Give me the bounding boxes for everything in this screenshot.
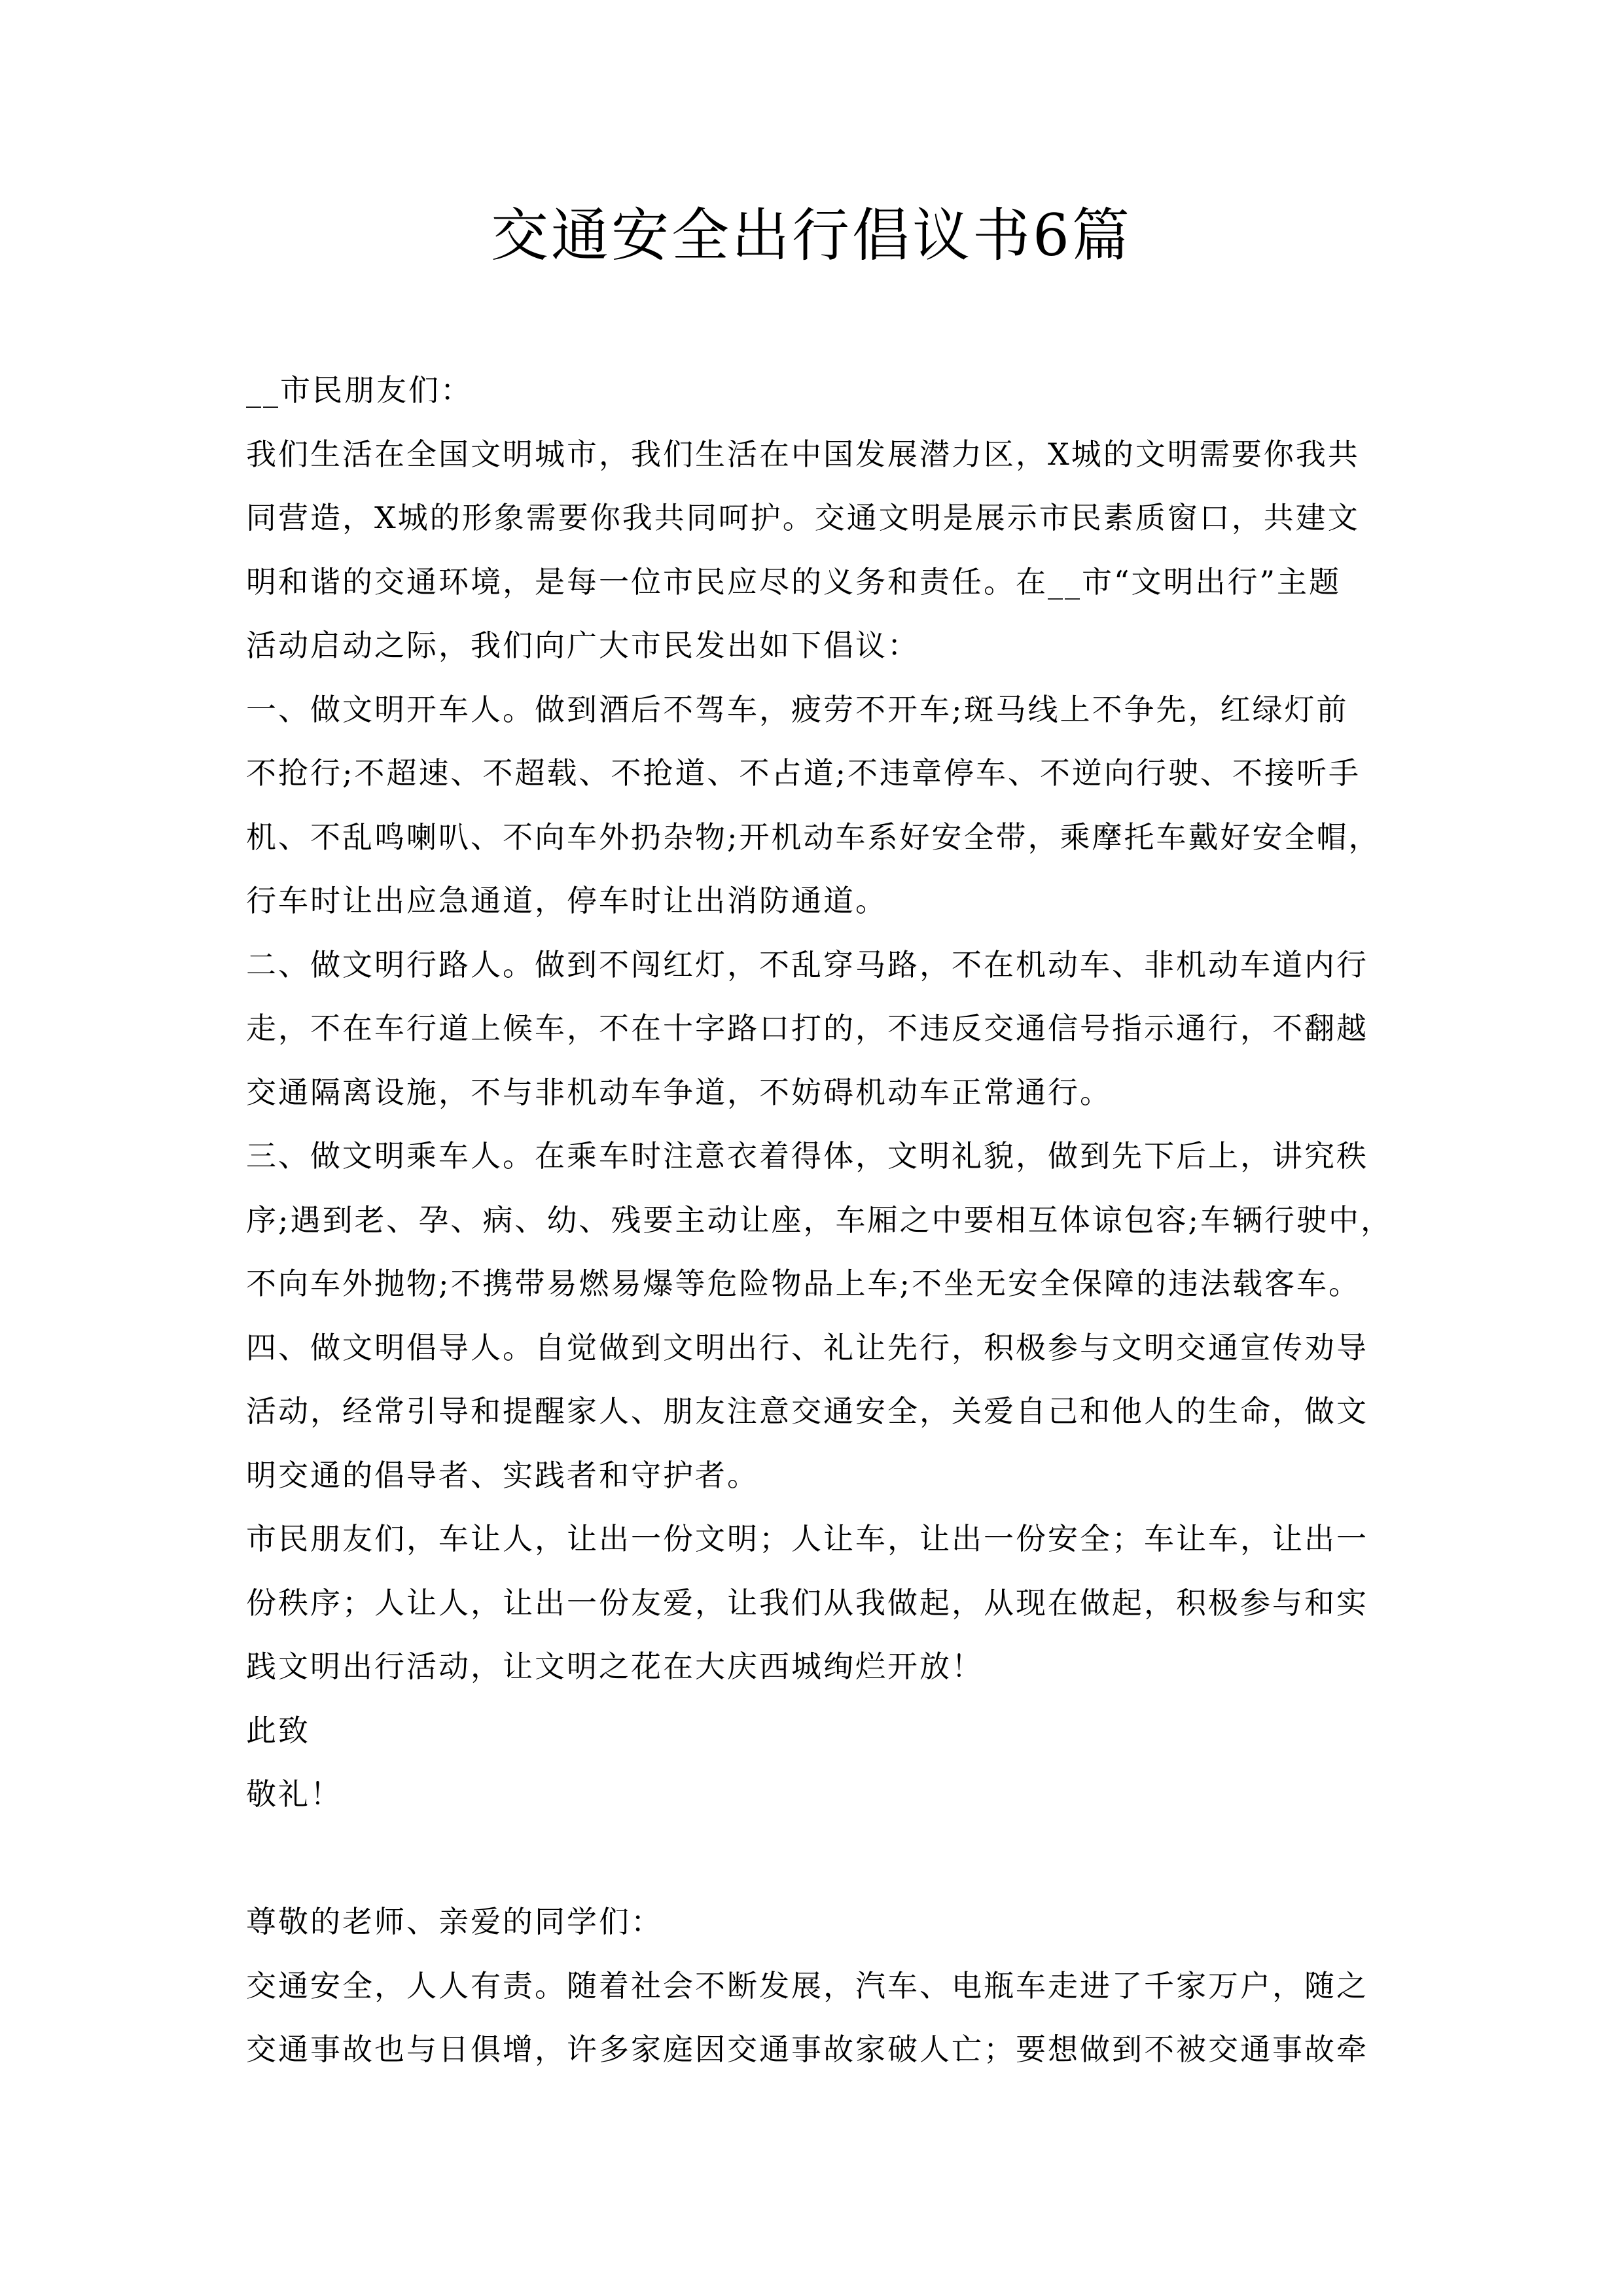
paragraph-line: 活动，经常引导和提醒家人、朋友注意交通安全，关爱自己和他人的生命，做文 [246, 1393, 1368, 1429]
paragraph-line: 二、做文明行路人。做到不闯红灯，不乱穿马路，不在机动车、非机动车道内行 [246, 946, 1368, 982]
salutation: 尊敬的老师、亲爱的同学们： [246, 1904, 663, 1939]
paragraph-line: 走，不在车行道上候车，不在十字路口打的，不违反交通信号指示通行，不翻越 [246, 1011, 1368, 1046]
paragraph-line: 践文明出行活动，让文明之花在大庆西城绚烂开放！ [246, 1649, 984, 1684]
paragraph-line: 交通安全，人人有责。随着社会不断发展，汽车、电瓶车走进了千家万户，随之 [246, 1967, 1368, 2003]
document-body [246, 359, 1398, 2082]
paragraph-line: 序;遇到老、孕、病、幼、残要主动让座，车厢之中要相互体谅包容;车辆行驶中， [246, 1202, 1393, 1238]
paragraph-line: 不抢行;不超速、不超载、不抢道、不占道;不违章停车、不逆向行驶、不接听手 [246, 755, 1361, 791]
section-2-letter-to-students [246, 1890, 1398, 2082]
paragraph-line: 交通事故也与日俱增，许多家庭因交通事故家破人亡；要想做到不被交通事故牵 [246, 2032, 1368, 2067]
paragraph-line: 明交通的倡导者、实践者和守护者。 [246, 1457, 759, 1493]
section-divider [246, 1827, 1398, 1891]
paragraph-line: 活动启动之际，我们向广大市民发出如下倡议： [246, 628, 919, 663]
closing-line: 此致 [246, 1712, 310, 1748]
paragraph-line: 明和谐的交通环境，是每一位市民应尽的义务和责任。在__市“文明出行”主题 [246, 564, 1342, 600]
document-title: 交通安全出行倡议书6篇 [491, 202, 1132, 269]
paragraph-line: 四、做文明倡导人。自觉做到文明出行、礼让先行，积极参与文明交通宣传劝导 [246, 1329, 1368, 1365]
paragraph-line: 三、做文明乘车人。在乘车时注意衣着得体，文明礼貌，做到先下后上，讲究秩 [246, 1138, 1368, 1174]
paragraph-line: 交通隔离设施，不与非机动车争道，不妨碍机动车正常通行。 [246, 1074, 1112, 1110]
paragraph-line: 市民朋友们，车让人，让出一份文明；人让车，让出一份安全；车让车，让出一 [246, 1521, 1368, 1556]
paragraph-line: 我们生活在全国文明城市，我们生活在中国发展潜力区，X城的文明需要你我共 [246, 436, 1360, 472]
paragraph-line: 行车时让出应急通道，停车时让出消防通道。 [246, 883, 887, 918]
closing-salute: 敬礼！ [246, 1776, 342, 1812]
paragraph-line: 不向车外抛物;不携带易燃易爆等危险物品上车;不坐无安全保障的违法载客车。 [246, 1266, 1361, 1301]
paragraph-line: 同营造，X城的形象需要你我共同呵护。交通文明是展示市民素质窗口，共建文 [246, 500, 1360, 535]
salutation: __市民朋友们： [246, 372, 473, 408]
paragraph-line: 一、做文明开车人。做到酒后不驾车，疲劳不开车;斑马线上不争先，红绿灯前 [246, 691, 1349, 727]
paragraph-line: 机、不乱鸣喇叭、不向车外扔杂物;开机动车系好安全带，乘摩托车戴好安全帽， [246, 819, 1381, 855]
section-1-letter-to-citizens [246, 359, 1398, 1827]
paragraph-line: 份秩序；人让人，让出一份友爱，让我们从我做起，从现在做起，积极参与和实 [246, 1585, 1368, 1621]
